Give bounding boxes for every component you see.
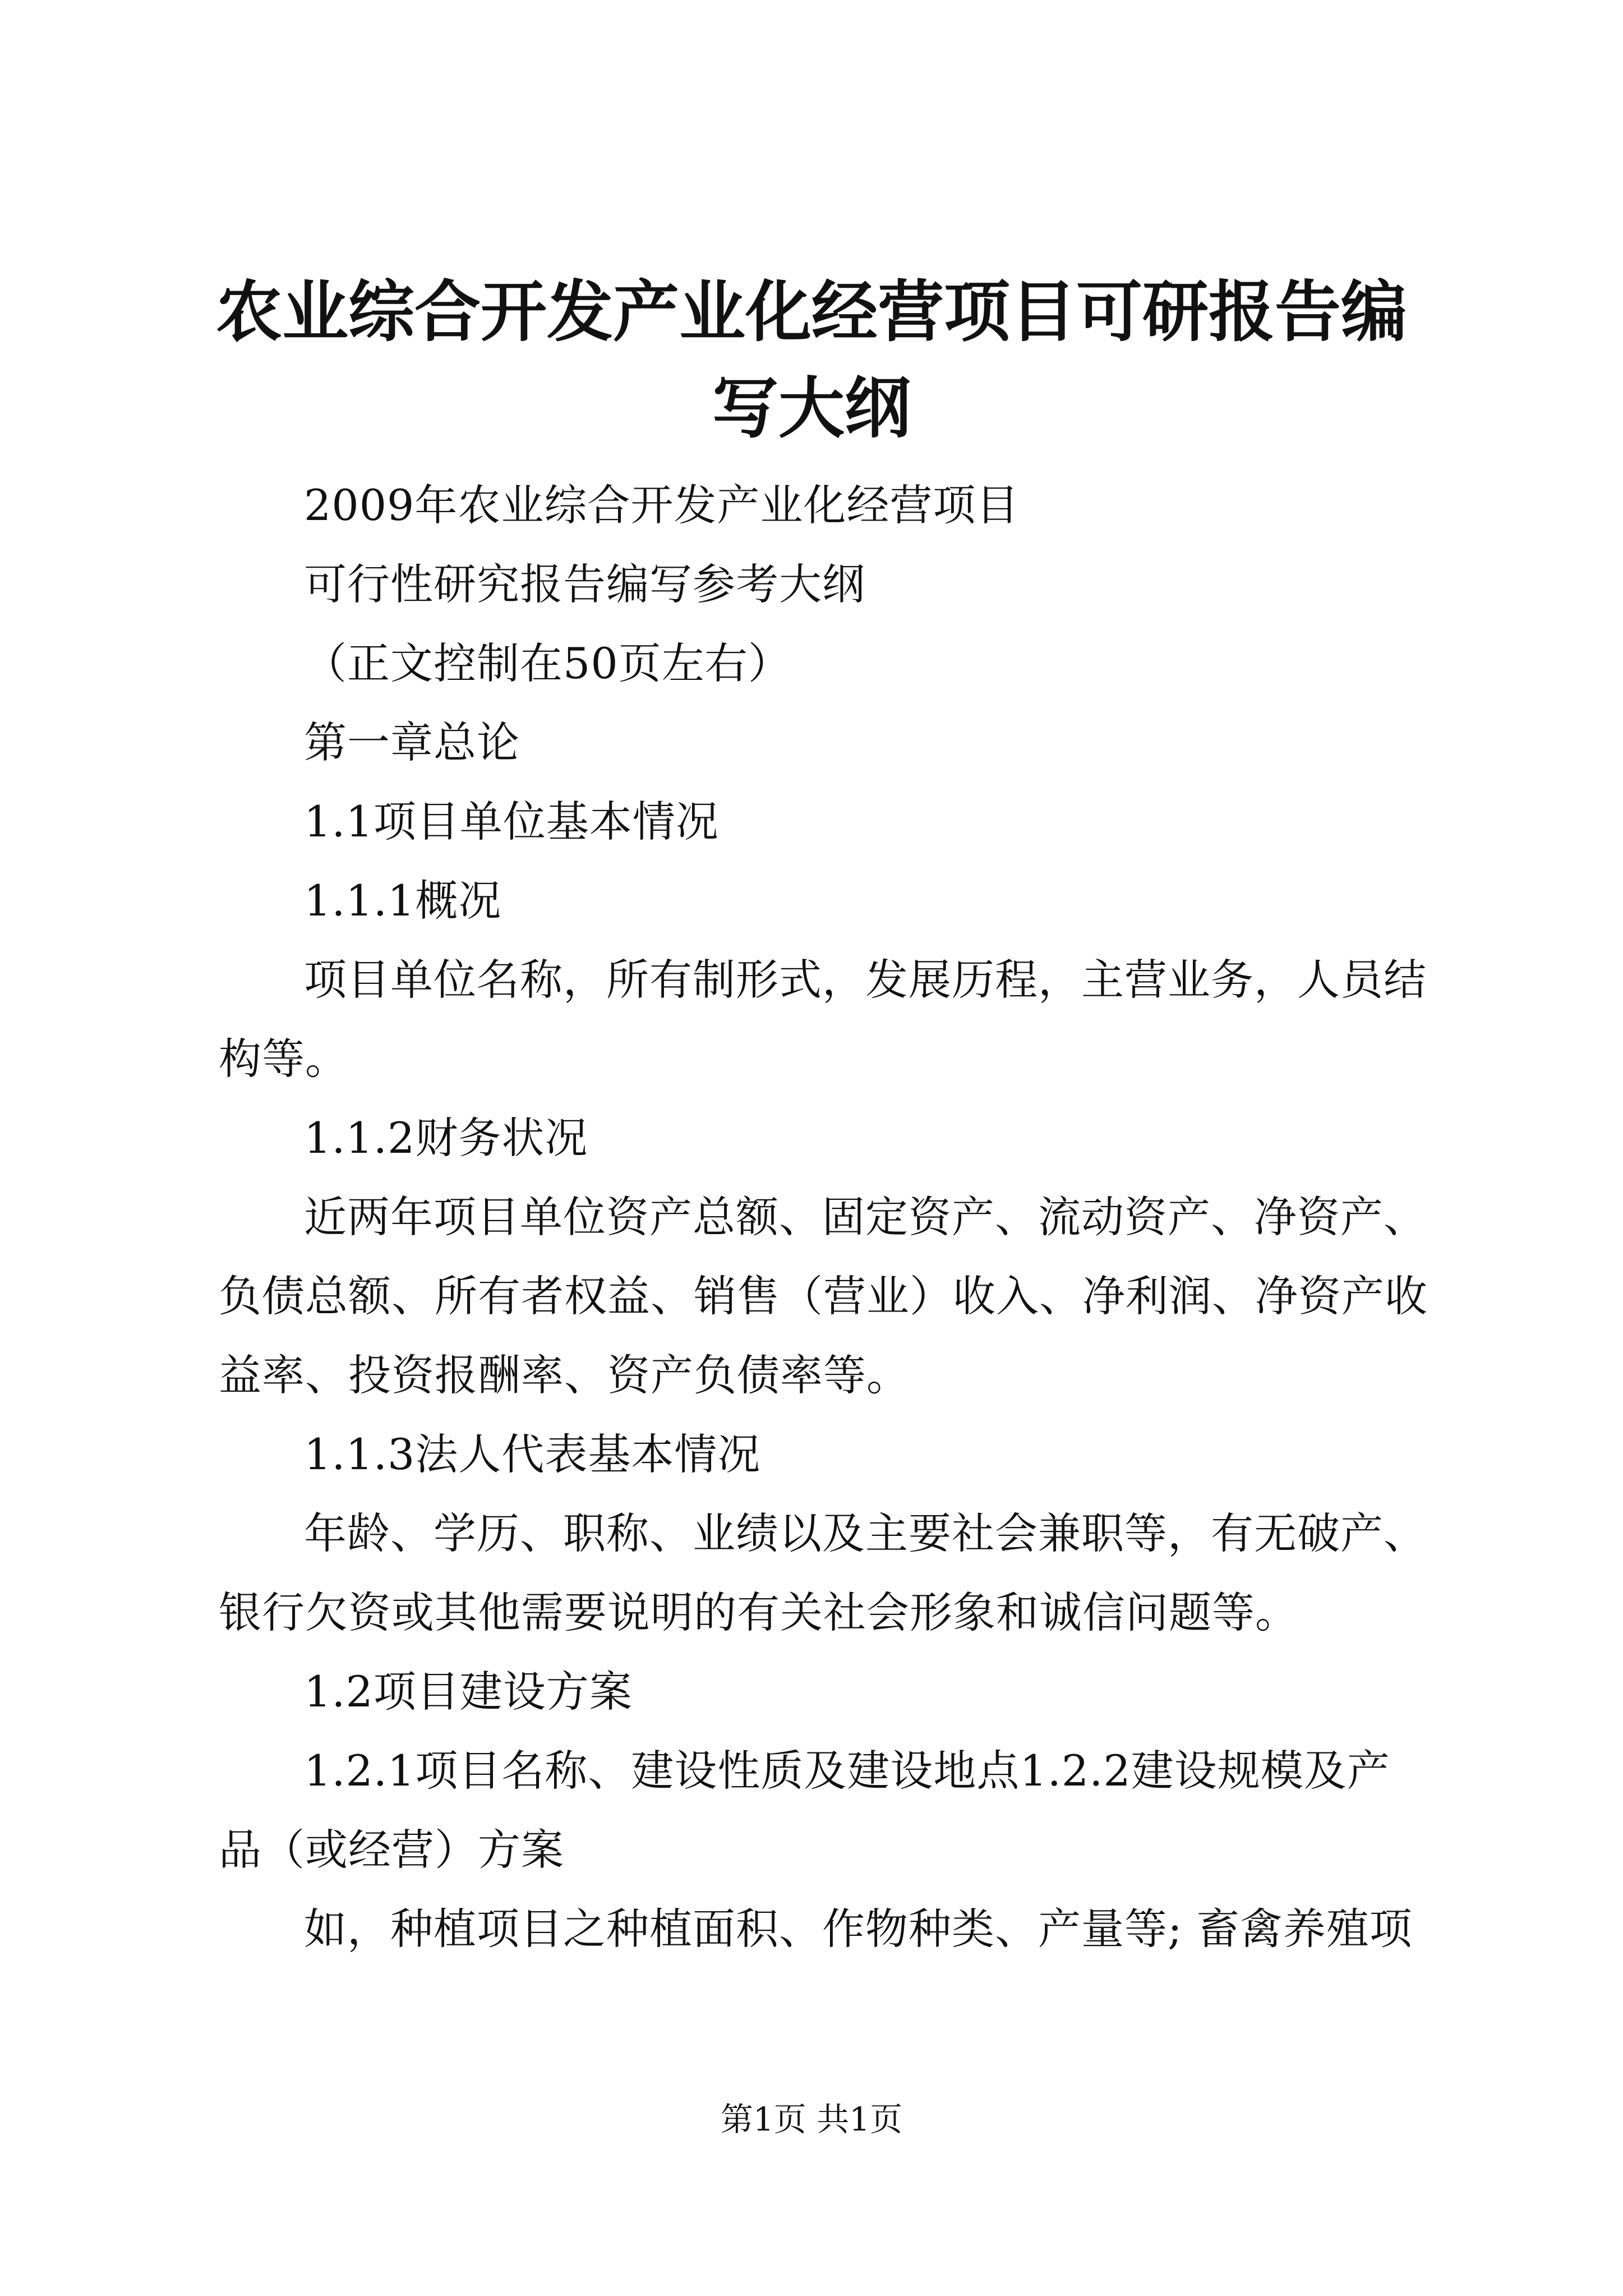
document-body xyxy=(219,466,1432,1968)
paragraph: 如，种植项目之种植面积、作物种类、产量等; 畜禽养殖项 xyxy=(304,1904,1413,1954)
paragraph: 2009年农业综合开发产业化经营项目 xyxy=(304,480,1020,530)
page-footer: 第1页 共1页 xyxy=(720,2100,903,2138)
paragraph: 近两年项目单位资产总额、固定资产、流动资产、净资产、负债总额、所有者权益、销售（营业）收入、净利润、净资产收益率、投资报酬率、资产负债率等。 xyxy=(219,1192,1428,1400)
document-title: 农业综合开发产业化经营项目可研报告编写大纲 xyxy=(215,273,1407,447)
paragraph: （正文控制在50页左右） xyxy=(304,638,791,688)
paragraph: 可行性研究报告编写参考大纲 xyxy=(304,559,865,609)
subsection-heading: 1.1.3法人代表基本情况 xyxy=(304,1429,761,1479)
paragraph: 项目单位名称，所有制形式，发展历程，主营业务，人员结构等。 xyxy=(219,955,1427,1084)
section-heading: 1.1项目单位基本情况 xyxy=(304,797,719,846)
subsection-heading: 1.1.2财务状况 xyxy=(304,1113,588,1163)
chapter-heading: 第一章总论 xyxy=(304,717,520,767)
subsection-heading: 1.1.1概况 xyxy=(304,876,502,926)
paragraph: 1.2.1项目名称、建设性质及建设地点1.2.2建设规模及产品（或经营）方案 xyxy=(219,1746,1390,1875)
paragraph: 年龄、学历、职称、业绩以及主要社会兼职等，有无破产、银行欠资或其他需要说明的有关社会形象和诚信问题等。 xyxy=(219,1508,1427,1637)
section-heading: 1.2项目建设方案 xyxy=(304,1667,633,1717)
